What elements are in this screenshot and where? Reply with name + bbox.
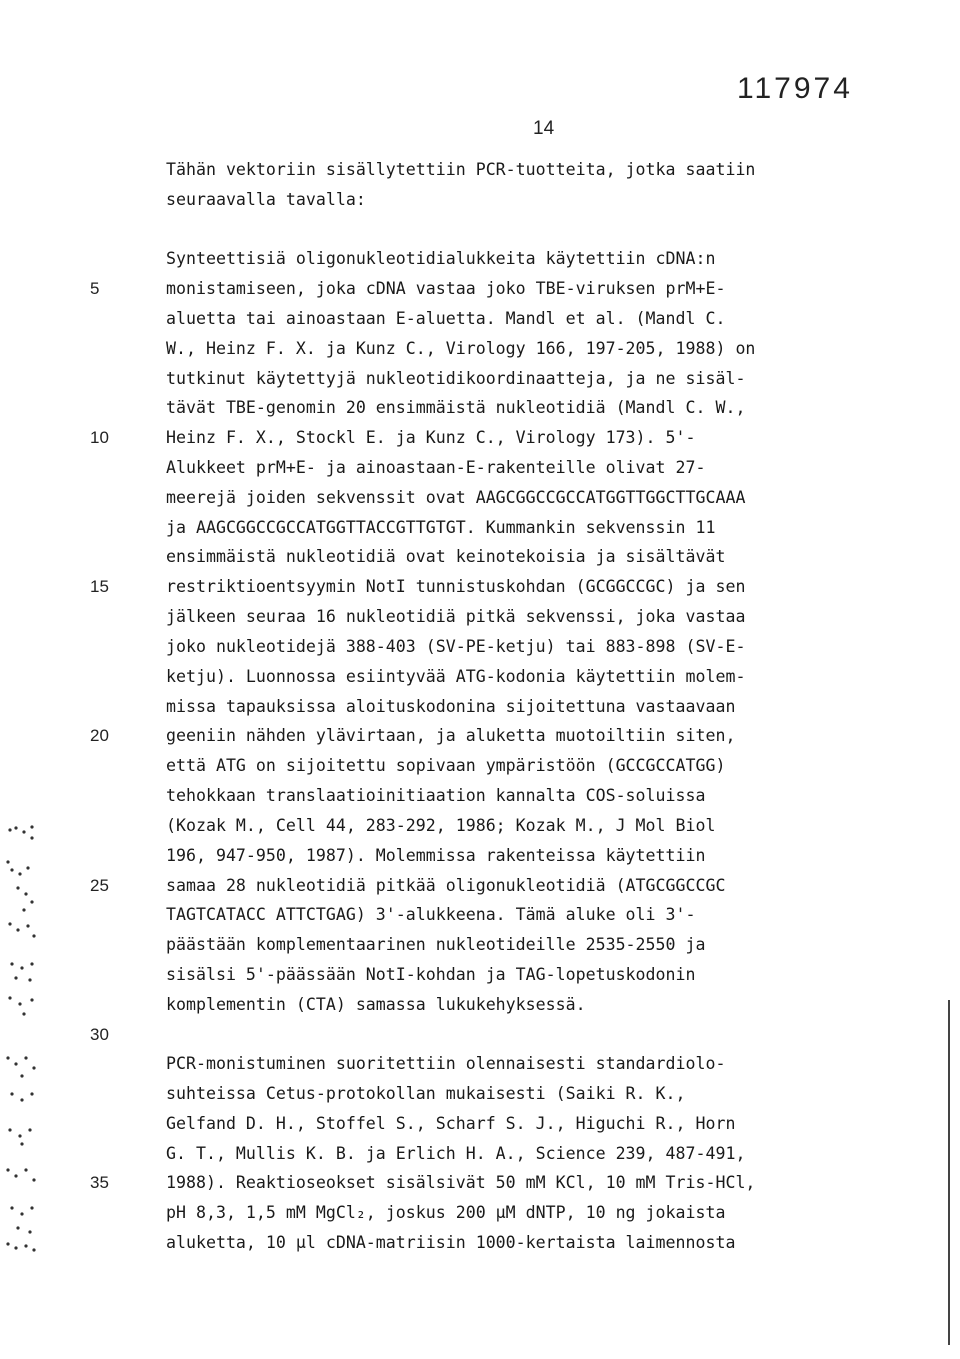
text-line: (Kozak M., Cell 44, 283-292, 1986; Kozak M., J Mol Biol (166, 816, 716, 835)
document-number: 117974 (737, 72, 853, 105)
text-line: Heinz F. X., Stockl E. ja Kunz C., Virology 173). 5'- (166, 428, 696, 447)
text-line: Gelfand D. H., Stoffel S., Scharf S. J., Higuchi R., Horn (166, 1114, 736, 1133)
text-line: aluketta, 10 µl cDNA-matriisin 1000-kertaista laimennosta (166, 1233, 736, 1252)
text-line: 196, 947-950, 1987). Molemmissa rakenteissa käytettiin (166, 846, 706, 865)
text-line: Synteettisiä oligonukleotidialukkeita käytettiin cDNA:n (166, 249, 716, 268)
text-line: TAGTCATACC ATTCTGAG) 3'-alukkeena. Tämä aluke oli 3'- (166, 905, 696, 924)
text-line: pH 8,3, 1,5 mM MgCl₂, joskus 200 µM dNTP, 10 ng jokaista (166, 1203, 726, 1222)
margin-line-number: 5 (90, 279, 100, 298)
dotted-margin-mark (2, 818, 42, 1258)
margin-line-number: 20 (90, 726, 109, 745)
text-line: seuraavalla tavalla: (166, 190, 366, 209)
text-line: G. T., Mullis K. B. ja Erlich H. A., Science 239, 487-491, (166, 1144, 746, 1163)
text-line: sisälsi 5'-päässään NotI-kohdan ja TAG-lopetuskodonin (166, 965, 696, 984)
text-line: joko nukleotidejä 388-403 (SV-PE-ketju) tai 883-898 (SV-E- (166, 637, 746, 656)
text-line: jälkeen seuraa 16 nukleotidiä pitkä sekvenssi, joka vastaa (166, 607, 746, 626)
text-line: tehokkaan translaatioinitiaation kannalta COS-soluissa (166, 786, 706, 805)
margin-line-number: 10 (90, 428, 109, 447)
text-line: Alukkeet prM+E- ja ainoastaan-E-rakenteille olivat 27- (166, 458, 706, 477)
text-line: PCR-monistuminen suoritettiin olennaisesti standardiolo- (166, 1054, 726, 1073)
margin-line-number: 35 (90, 1173, 109, 1192)
text-line: aluetta tai ainoastaan E-aluetta. Mandl et al. (Mandl C. (166, 309, 726, 328)
text-line: geeniin nähden ylävirtaan, ja aluketta muotoiltiin siten, (166, 726, 736, 745)
margin-line-number: 15 (90, 577, 109, 596)
text-line: ensimmäistä nukleotidiä ovat keinotekoisia ja sisältävät (166, 547, 726, 566)
page-number: 14 (533, 118, 555, 139)
text-line: tutkinut käytettyjä nukleotidikoordinaatteja, ja ne sisäl- (166, 369, 746, 388)
text-line: W., Heinz F. X. ja Kunz C., Virology 166, 197-205, 1988) on (166, 339, 756, 358)
text-line: päästään komplementaarinen nukleotideille 2535-2550 ja (166, 935, 706, 954)
text-line: missa tapauksissa aloituskodonina sijoitettuna vastaavaan (166, 697, 736, 716)
text-line: samaa 28 nukleotidiä pitkää oligonukleotidiä (ATGCGGCCGC (166, 876, 726, 895)
text-line: että ATG on sijoitettu sopivaan ympäristöön (GCCGCCATGG) (166, 756, 726, 775)
text-line: ja AAGCGGCCGCCATGGTTACCGTTGTGT. Kummankin sekvenssin 11 (166, 518, 716, 537)
text-line: suhteissa Cetus-protokollan mukaisesti (Saiki R. K., (166, 1084, 686, 1103)
text-line: Tähän vektoriin sisällytettiin PCR-tuotteita, jotka saatiin (166, 160, 756, 179)
text-line: 1988). Reaktioseokset sisälsivät 50 mM KCl, 10 mM Tris-HCl, (166, 1173, 756, 1192)
right-margin-rule (948, 1000, 950, 1345)
text-line: komplementin (CTA) samassa lukukehyksessä. (166, 995, 586, 1014)
text-line: restriktioentsyymin NotI tunnistuskohdan (GCGGCCGC) ja sen (166, 577, 746, 596)
text-line: ketju). Luonnossa esiintyvää ATG-kodonia käytettiin molem- (166, 667, 746, 686)
text-line: meerejä joiden sekvenssit ovat AAGCGGCCGCCATGGTTGGCTTGCAAA (166, 488, 746, 507)
margin-line-number: 25 (90, 876, 109, 895)
text-line: monistamiseen, joka cDNA vastaa joko TBE-viruksen prM+E- (166, 279, 726, 298)
text-line: tävät TBE-genomin 20 ensimmäistä nukleotidiä (Mandl C. W., (166, 398, 746, 417)
margin-line-number: 30 (90, 1025, 109, 1044)
